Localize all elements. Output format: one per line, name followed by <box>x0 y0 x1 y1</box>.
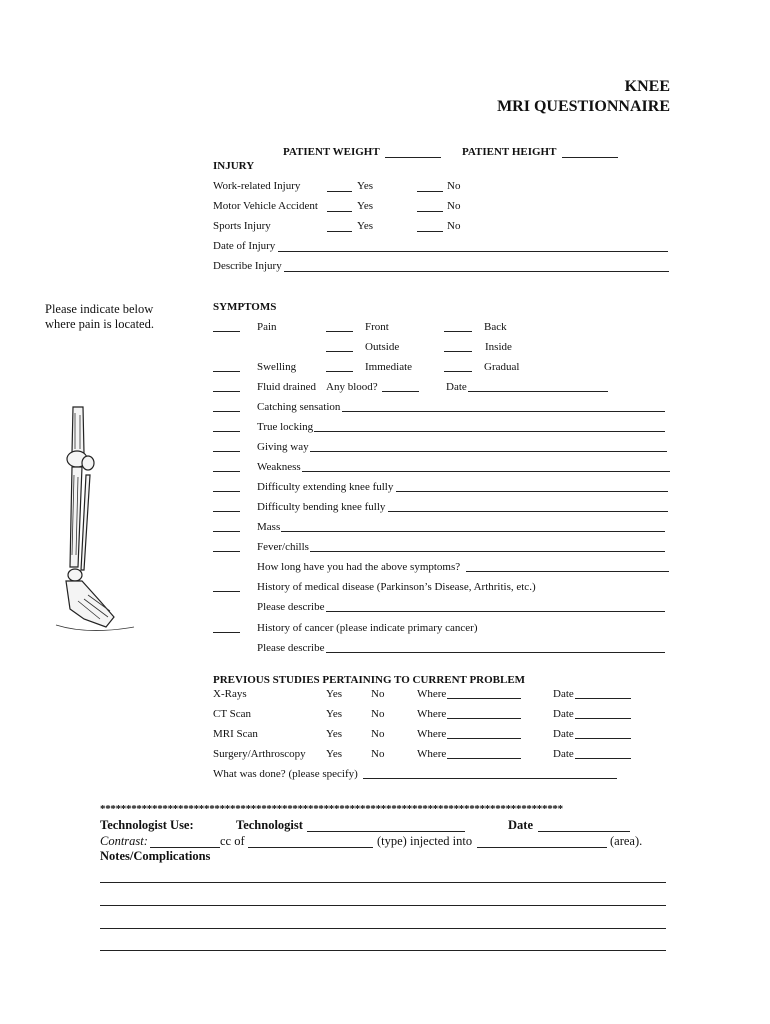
study-no-option[interactable]: No <box>371 748 385 760</box>
contrast-type-field[interactable] <box>248 847 373 848</box>
surgery-where-field[interactable] <box>447 758 521 759</box>
back-label: Back <box>484 321 507 333</box>
catching-sensation-field[interactable] <box>342 411 665 412</box>
notes-line-1[interactable] <box>100 882 666 883</box>
patient-weight-label: PATIENT WEIGHT <box>283 146 380 158</box>
injury-motor-label: Motor Vehicle Accident <box>213 200 318 212</box>
technologist-label: Technologist <box>236 818 303 832</box>
swelling-label: Swelling <box>257 361 297 373</box>
no-label: No <box>447 220 461 232</box>
where-label: Where <box>417 708 447 720</box>
inside-field[interactable] <box>444 351 472 352</box>
where-label: Where <box>417 748 447 760</box>
inside-label: Inside <box>485 341 512 353</box>
giving-way-field[interactable] <box>310 451 667 452</box>
medical-history-checkbox-field[interactable] <box>213 591 240 592</box>
date-of-injury-field[interactable] <box>278 251 668 252</box>
yes-label: Yes <box>357 200 374 212</box>
difficulty-extending-field[interactable] <box>396 491 668 492</box>
date-of-injury-label: Date of Injury <box>213 240 276 252</box>
injury-work-yes-field[interactable] <box>327 191 352 192</box>
front-label: Front <box>365 321 389 333</box>
injury-work-no-field[interactable] <box>417 191 443 192</box>
study-yes-option[interactable]: Yes <box>326 748 343 760</box>
pain-field[interactable] <box>213 331 240 332</box>
where-label: Where <box>417 728 447 740</box>
study-no-option[interactable]: No <box>371 728 385 740</box>
tech-date-field[interactable] <box>538 831 630 832</box>
pain-instruction-line1: Please indicate below <box>45 302 154 316</box>
technologist-use-label: Technologist Use: <box>100 818 194 832</box>
outside-label: Outside <box>365 341 400 353</box>
study-yes-option[interactable]: Yes <box>326 688 343 700</box>
title-mri-questionnaire: MRI QUESTIONNAIRE <box>497 98 670 115</box>
catching-checkbox-field[interactable] <box>213 411 240 412</box>
what-was-done-label: What was done? (please specify) <box>213 768 358 780</box>
difficulty-bending-field[interactable] <box>388 511 668 512</box>
mass-label: Mass <box>257 521 281 533</box>
please-describe-label: Please describe <box>257 642 325 654</box>
xrays-where-field[interactable] <box>447 698 521 699</box>
any-blood-label: Any blood? <box>326 381 378 393</box>
xrays-date-field[interactable] <box>575 698 631 699</box>
immediate-field[interactable] <box>326 371 353 372</box>
study-ct-label: CT Scan <box>213 708 251 720</box>
previous-studies-heading: PREVIOUS STUDIES PERTAINING TO CURRENT PROBLEM <box>213 674 526 686</box>
medical-history-label: History of medical disease (Parkinson’s Disease, Arthritis, etc.) <box>257 581 536 593</box>
symptoms-heading: SYMPTOMS <box>213 301 277 313</box>
date-label: Date <box>553 688 574 700</box>
where-label: Where <box>417 688 447 700</box>
notes-line-4[interactable] <box>100 950 666 951</box>
date-label: Date <box>553 748 574 760</box>
cancer-history-label: History of cancer (please indicate primary cancer) <box>257 622 478 634</box>
medical-describe-field[interactable] <box>326 611 665 612</box>
mass-field[interactable] <box>281 531 665 532</box>
injury-sports-no-field[interactable] <box>417 231 443 232</box>
difficulty-extending-label: Difficulty extending knee fully <box>257 481 394 493</box>
mri-date-field[interactable] <box>575 738 631 739</box>
weakness-field[interactable] <box>302 471 670 472</box>
study-xrays-label: X-Rays <box>213 688 247 700</box>
surgery-date-field[interactable] <box>575 758 631 759</box>
injury-sports-label: Sports Injury <box>213 220 271 232</box>
pain-instruction-line2: where pain is located. <box>45 317 154 331</box>
ct-where-field[interactable] <box>447 718 521 719</box>
mri-where-field[interactable] <box>447 738 521 739</box>
notes-line-3[interactable] <box>100 928 666 929</box>
knee-leg-bones-illustration[interactable] <box>48 405 140 637</box>
any-blood-field[interactable] <box>382 391 419 392</box>
true-locking-field[interactable] <box>314 431 665 432</box>
injury-sports-yes-field[interactable] <box>327 231 352 232</box>
outside-field[interactable] <box>326 351 353 352</box>
true-locking-checkbox-field[interactable] <box>213 431 240 432</box>
technologist-field[interactable] <box>307 831 465 832</box>
yes-label: Yes <box>357 220 374 232</box>
date-label: Date <box>553 728 574 740</box>
immediate-label: Immediate <box>365 361 413 373</box>
please-describe-label: Please describe <box>257 601 325 613</box>
weakness-label: Weakness <box>257 461 301 473</box>
gradual-field[interactable] <box>444 371 472 372</box>
front-field[interactable] <box>326 331 353 332</box>
how-long-label: How long have you had the above symptoms? <box>257 561 461 573</box>
study-yes-option[interactable]: Yes <box>326 728 343 740</box>
study-no-option[interactable]: No <box>371 688 385 700</box>
tech-date-label: Date <box>508 818 533 832</box>
describe-injury-field[interactable] <box>284 271 669 272</box>
true-locking-label: True locking <box>257 421 314 433</box>
contrast-cc-field[interactable] <box>150 847 220 848</box>
describe-injury-label: Describe Injury <box>213 260 282 272</box>
yes-label: Yes <box>357 180 374 192</box>
cancer-checkbox-field[interactable] <box>213 632 240 633</box>
study-yes-option[interactable]: Yes <box>326 708 343 720</box>
area-label: (area). <box>610 834 643 848</box>
no-label: No <box>447 180 461 192</box>
bending-checkbox-field[interactable] <box>213 511 240 512</box>
fever-chills-field[interactable] <box>310 551 665 552</box>
pain-label: Pain <box>257 321 277 333</box>
giving-way-checkbox-field[interactable] <box>213 451 240 452</box>
notes-complications-label: Notes/Complications <box>100 849 211 863</box>
weakness-checkbox-field[interactable] <box>213 471 240 472</box>
study-no-option[interactable]: No <box>371 708 385 720</box>
what-was-done-field[interactable] <box>363 778 617 779</box>
cancer-describe-field[interactable] <box>326 652 665 653</box>
type-injected-label: (type) injected into <box>377 834 473 848</box>
injury-work-label: Work-related Injury <box>213 180 301 192</box>
separator-stars: ***************************************************************************************** <box>100 803 563 815</box>
no-label: No <box>447 200 461 212</box>
back-field[interactable] <box>444 331 472 332</box>
fluid-drained-field[interactable] <box>213 391 240 392</box>
injury-heading: INJURY <box>213 160 255 172</box>
date-label: Date <box>553 708 574 720</box>
extending-checkbox-field[interactable] <box>213 491 240 492</box>
mass-checkbox-field[interactable] <box>213 531 240 532</box>
title-knee: KNEE <box>624 78 670 95</box>
patient-height-field[interactable] <box>562 157 618 158</box>
injury-motor-yes-field[interactable] <box>327 211 352 212</box>
ct-date-field[interactable] <box>575 718 631 719</box>
swelling-field[interactable] <box>213 371 240 372</box>
cc-of-label: cc of <box>220 834 245 848</box>
fever-checkbox-field[interactable] <box>213 551 240 552</box>
contrast-label: Contrast: <box>100 834 148 848</box>
contrast-area-field[interactable] <box>477 847 607 848</box>
difficulty-bending-label: Difficulty bending knee fully <box>257 501 386 513</box>
fluid-date-label: Date <box>446 381 467 393</box>
catching-sensation-label: Catching sensation <box>257 401 341 413</box>
fluid-date-field[interactable] <box>468 391 608 392</box>
patient-height-label: PATIENT HEIGHT <box>462 146 557 158</box>
study-surgery-label: Surgery/Arthroscopy <box>213 748 306 760</box>
notes-line-2[interactable] <box>100 905 666 906</box>
study-mri-label: MRI Scan <box>213 728 258 740</box>
gradual-label: Gradual <box>484 361 520 373</box>
fluid-drained-label: Fluid drained <box>257 381 316 393</box>
giving-way-label: Giving way <box>257 441 309 453</box>
patient-weight-field[interactable] <box>385 157 441 158</box>
how-long-field[interactable] <box>466 571 669 572</box>
injury-motor-no-field[interactable] <box>417 211 443 212</box>
fever-chills-label: Fever/chills <box>257 541 309 553</box>
